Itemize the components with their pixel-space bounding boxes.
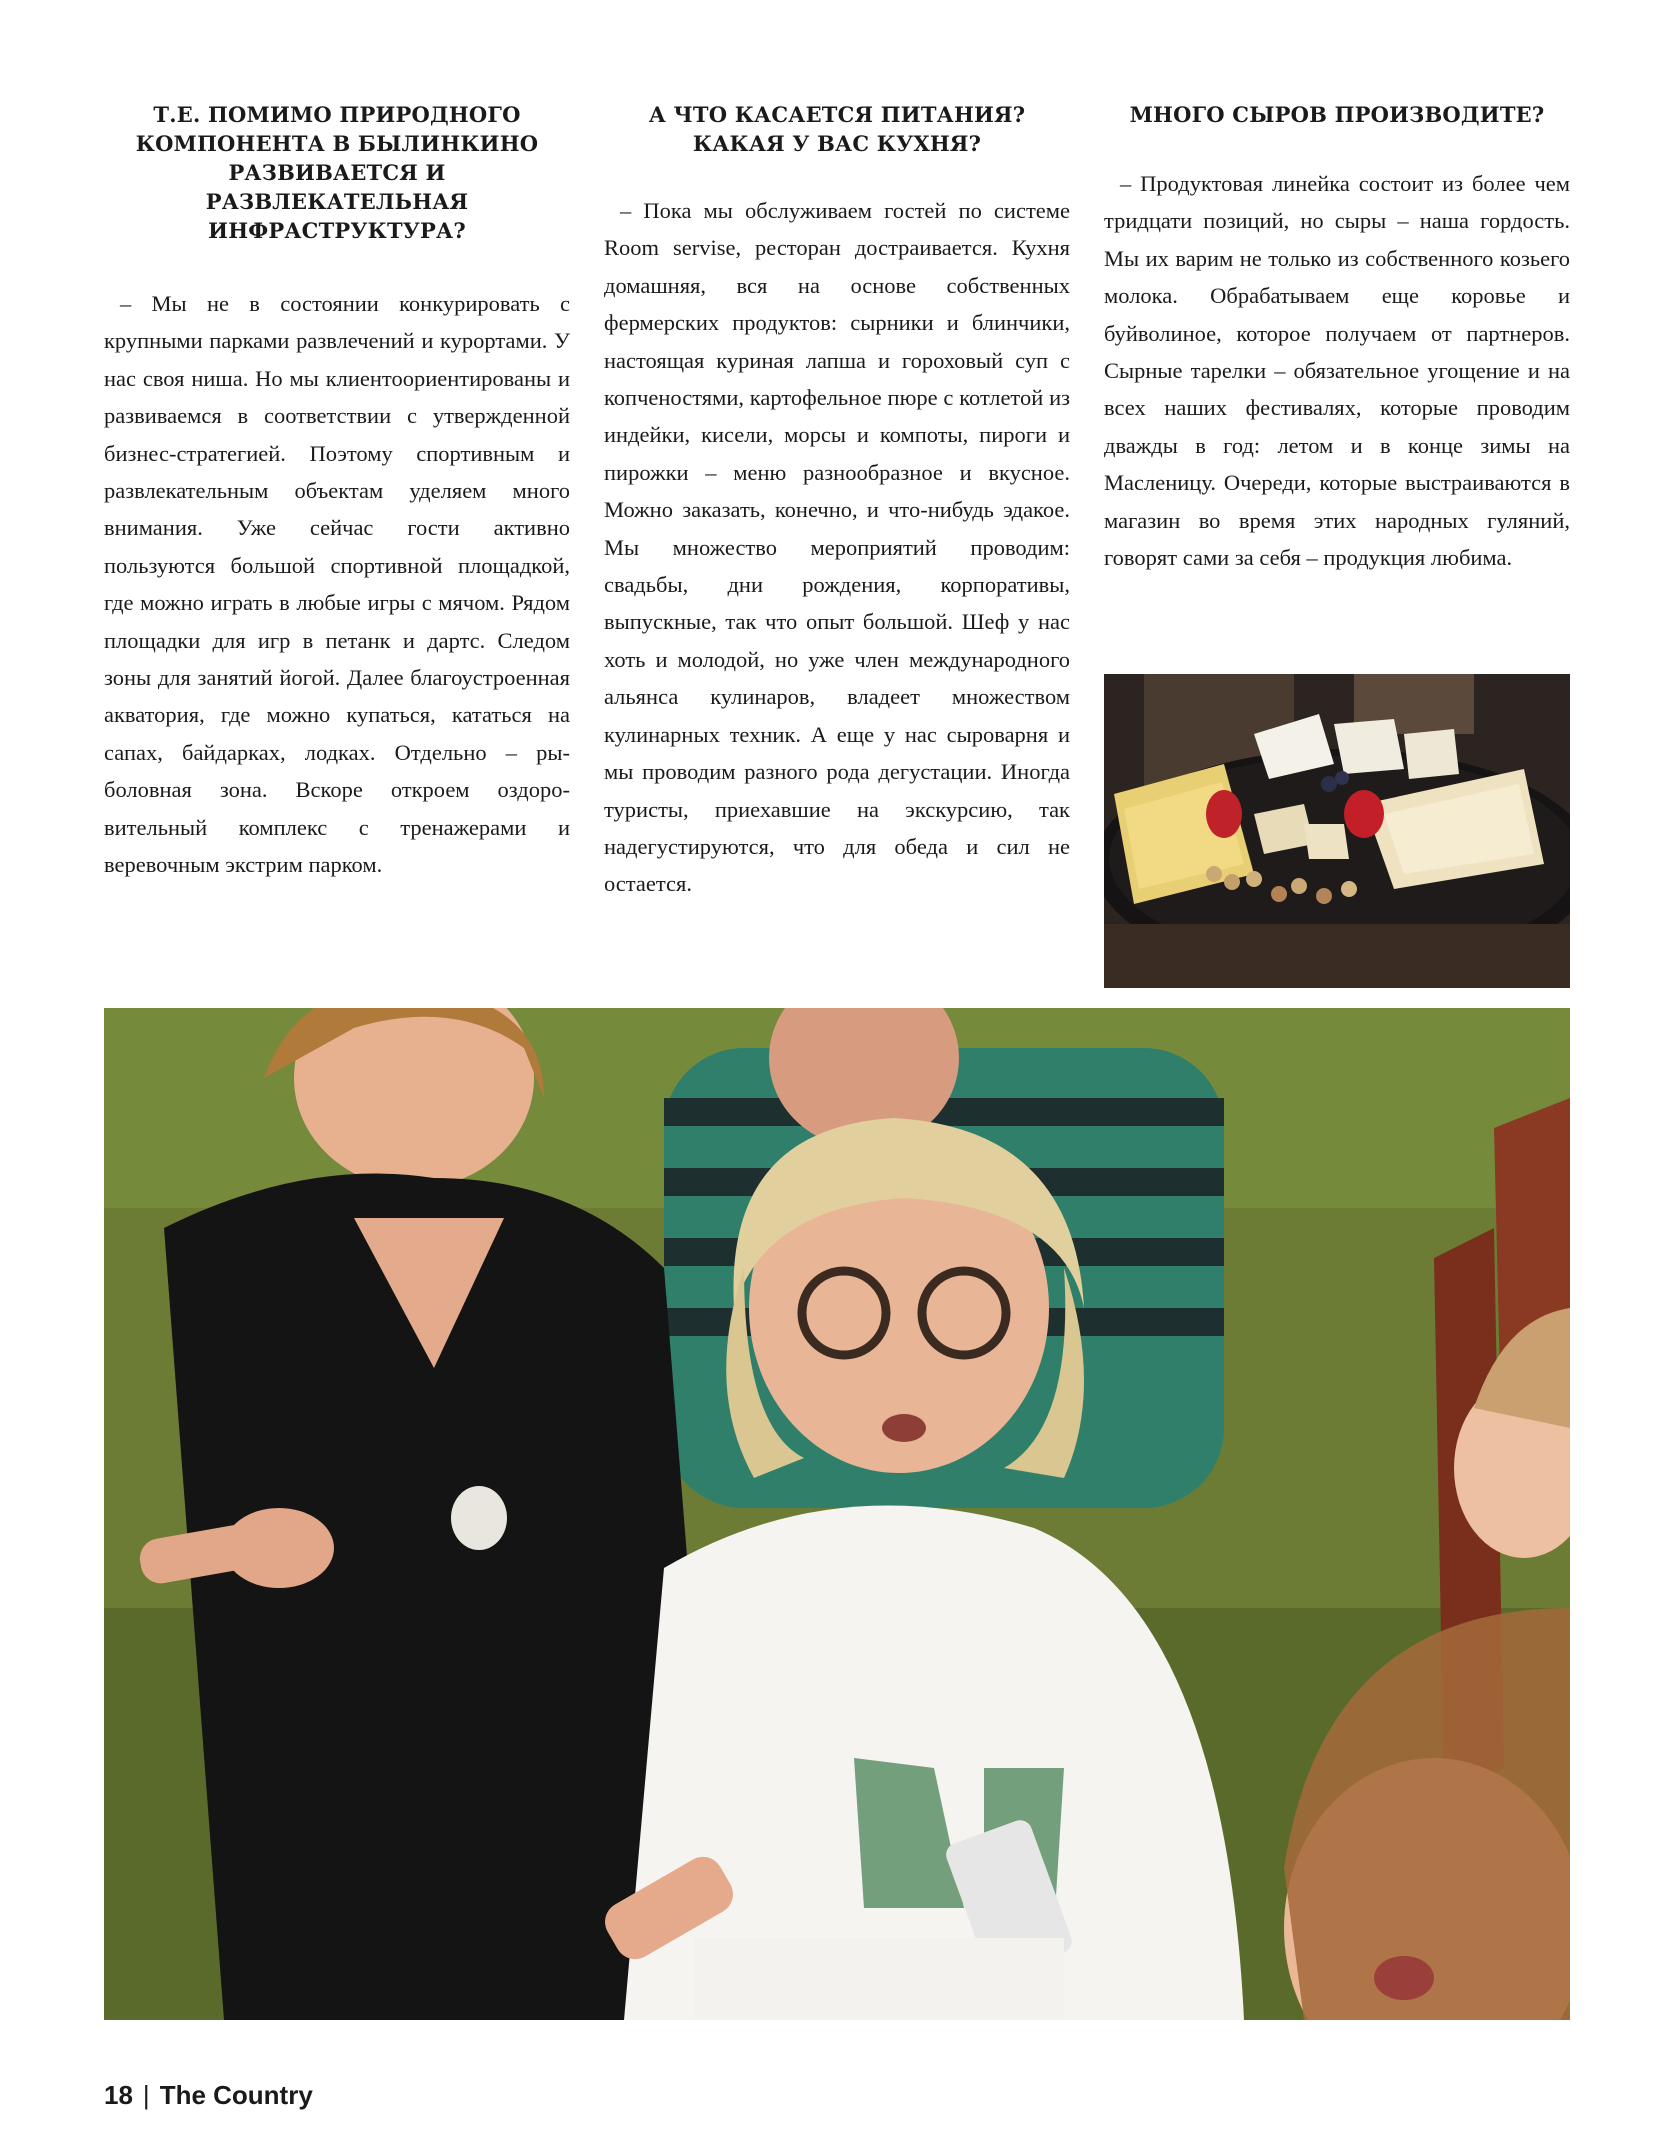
question-heading-3: МНОГО СЫРОВ ПРОИЗВОДИТЕ? [1129, 102, 1545, 127]
answer-text-2: – Пока мы обслуживаем гостей по системе Room servise, ресторан достраивается. Кухня домашняя, вся на основе собственных фермерских продуктов: сырники и блинчики, настоящая куриная лапша и гороховый суп с копченостями, картофельное пюре с котлетой из индейки, кисели, морсы и компоты, пироги и пирожки – меню разнообразное и вкусное. Можно заказать, конечно, и что-нибудь эдакое. Мы множество мероприятий проводим: свадьбы, дни рождения, корпоративы, выпускные, так что опыт большой. Шеф у нас хоть и молодой, но уже член международного альянса кулинаров, владеет множеством кулинарных техник. А еще у нас сыроварня и мы проводим разного рода дегустации. Иногда туристы, приехавшие на экскурсию, так надегустируются, что для обеда и сил не остается. [604, 198, 1070, 897]
cheese-platter-photo [1104, 674, 1570, 988]
answer-text-3: – Продуктовая линейка состоит из более чем тридцати позиций, но сыры – наша гордость. Мы их варим не только из собственного козьего молока. Обрабатываем еще коровье и буйволиное, которое получаем от партнеров. Сырные тарелки – обязательное угощение и на всех наших фестивалях, которые проводим дважды в год: летом и в конце зимы на Масленицу. Очереди, которые выстраиваются в магазин во время этих народных гуляний, говорят сами за себя – продукция любима. [1104, 171, 1570, 571]
cheese-platter-illustration [1104, 674, 1570, 988]
article-column-3 [1104, 100, 1570, 576]
article-column-2 [604, 100, 1070, 903]
group-people-photo [104, 1008, 1570, 2020]
question-heading-2: А ЧТО КАСАЕТСЯ ПИТАНИЯ? КАКАЯ У ВАС КУХНЯ? [648, 102, 1026, 156]
footer-separator: | [142, 2080, 150, 2110]
page-number: 18 [104, 2080, 133, 2110]
page-footer [104, 2080, 313, 2111]
magazine-name: The Country [159, 2080, 313, 2110]
article-column-1 [104, 100, 570, 884]
question-heading-1: Т.Е. ПОМИМО ПРИРОДНОГО КОМПОНЕНТА В БЫЛИНКИНО РАЗВИВАЕТСЯ И РАЗВЛЕКАТЕЛЬНАЯ ИНФРАСТРУКТУРА? [135, 102, 539, 243]
people-photo-illustration [104, 1008, 1570, 2020]
answer-text-1: – Мы не в состоянии конкурировать с крупными парками развлечений и курортами. У нас своя ниша. Но мы клиентоориентированы и развиваемся в соответствии с утвержденной бизнес-стратегией. Поэтому спортивным и развлекательным объектам уделяем много внимания. Уже сейчас гости активно пользуются большой спортивной площадкой, где можно играть в любые игры с мячом. Рядом площадки для игр в петанк и дартс. Следом зоны для занятий йогой. Далее благоустроенная акватория, где можно купаться, кататься на сапах, байдарках, лодках. Отдельно – рыболовная зона. Вскоре откроем оздоровительный комплекс с тренажерами и веревочным экстрим парком. [104, 291, 570, 878]
